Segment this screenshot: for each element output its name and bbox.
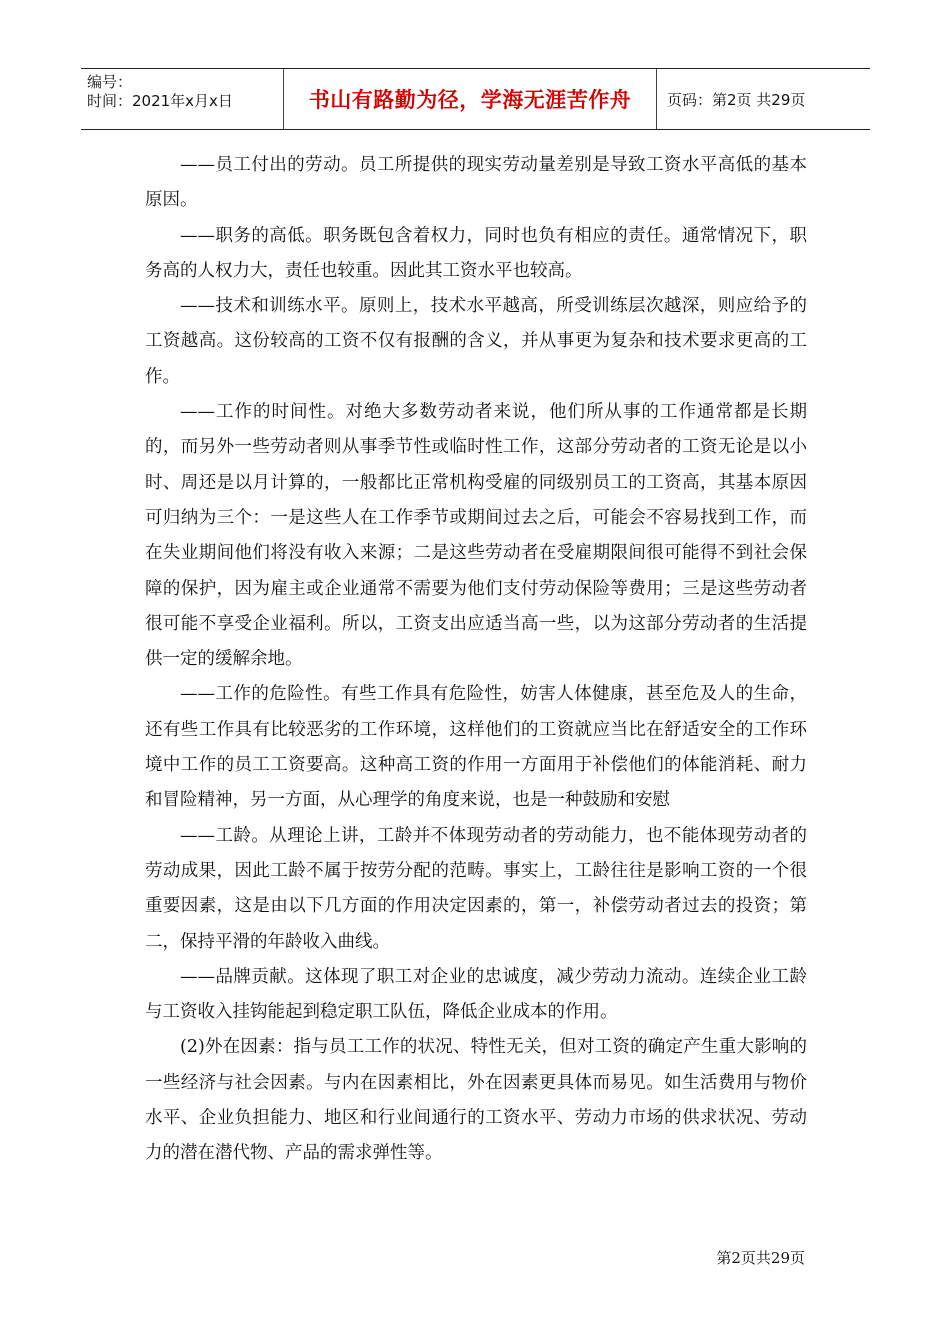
paragraph-work-timing: ——工作的时间性。对绝大多数劳动者来说，他们所从事的工作通常都是长期的，而另外一些劳动者则从事季节性或临时性工作，这部分劳动者的工资无论是以小时、周还是以月计算的，一般都比正常机构受雇的同级别员工的工资高，其基本原因可归纳为三个：一是这些人在工作季节或期间过去之后，可能会不容易找到工作，而在失业期间他们将没有收入来源；二是这些劳动者在受雇期限间很可能得不到社会保障的保护，因为雇主或企业通常不需要为他们支付劳动保险等费用；三是这些劳动者很可能不享受企业福利。所以，工资支出应适当高一些，以为这部分劳动者的生活提供一定的缓解余地。 xyxy=(145,402,807,670)
paragraph-brand-contribution: ——品牌贡献。这体现了职工对企业的忠诚度，减少劳动力流动。连续企业工龄与工资收入挂钩能起到稳定职工队伍，降低企业成本的作用。 xyxy=(145,966,807,1023)
paragraph-work-danger: ——工作的危险性。有些工作具有危险性，妨害人体健康，甚至危及人的生命，还有些工作具有比较恶劣的工作环境，这样他们的工资就应当比在舒适安全的工作环境中工作的员工工资要高。这种高工资的作用一方面用于补偿他们的体能消耗、耐力和冒险精神，另一方面，从心理学的角度来说，也是一种鼓励和安慰 xyxy=(145,684,807,811)
document-time-label: 时间：2021年x月x日 xyxy=(87,92,233,110)
header-motto: 书山有路勤为径，学海无涯苦作舟 xyxy=(284,69,657,129)
paragraph-labor-input: ——员工付出的劳动。员工所提供的现实劳动量差别是导致工资水平高低的基本原因。 xyxy=(145,155,807,211)
page-footer: 第2页共29页 xyxy=(716,1249,805,1267)
document-body xyxy=(145,148,807,1172)
page-header xyxy=(81,68,870,130)
header-meta xyxy=(81,69,284,129)
header-page-code: 页码：第2页 共29页 xyxy=(667,90,806,109)
paragraph-seniority: ——工龄。从理论上讲，工龄并不体现劳动者的劳动能力，也不能体现劳动者的劳动成果，因此工龄不属于按劳分配的范畴。事实上，工龄往往是影响工资的一个很重要因素，这是由以下几方面的作用决定因素的，第一，补偿劳动者过去的投资；第二，保持平滑的年龄收入曲线。 xyxy=(145,825,807,952)
document-number-label: 编号： xyxy=(87,73,133,91)
paragraph-position-level: ——职务的高低。职务既包含着权力，同时也负有相应的责任。通常情况下，职务高的人权力大，责任也较重。因此其工资水平也较高。 xyxy=(145,225,807,281)
paragraph-skill-training: ——技术和训练水平。原则上，技术水平越高，所受训练层次越深，则应给予的工资越高。这份较高的工资不仅有报酬的含义，并从事更为复杂和技术要求更高的工作。 xyxy=(145,296,807,387)
paragraph-external-factors: (2)外在因素：指与员工工作的状况、特性无关，但对工资的确定产生重大影响的一些经济与社会因素。与内在因素相比，外在因素更具体而易见。如生活费用与物价水平、企业负担能力、地区和行业间通行的工资水平、劳动力市场的供求状况、劳动力的潜在潜代物、产品的需求弹性等。 xyxy=(145,1037,807,1164)
